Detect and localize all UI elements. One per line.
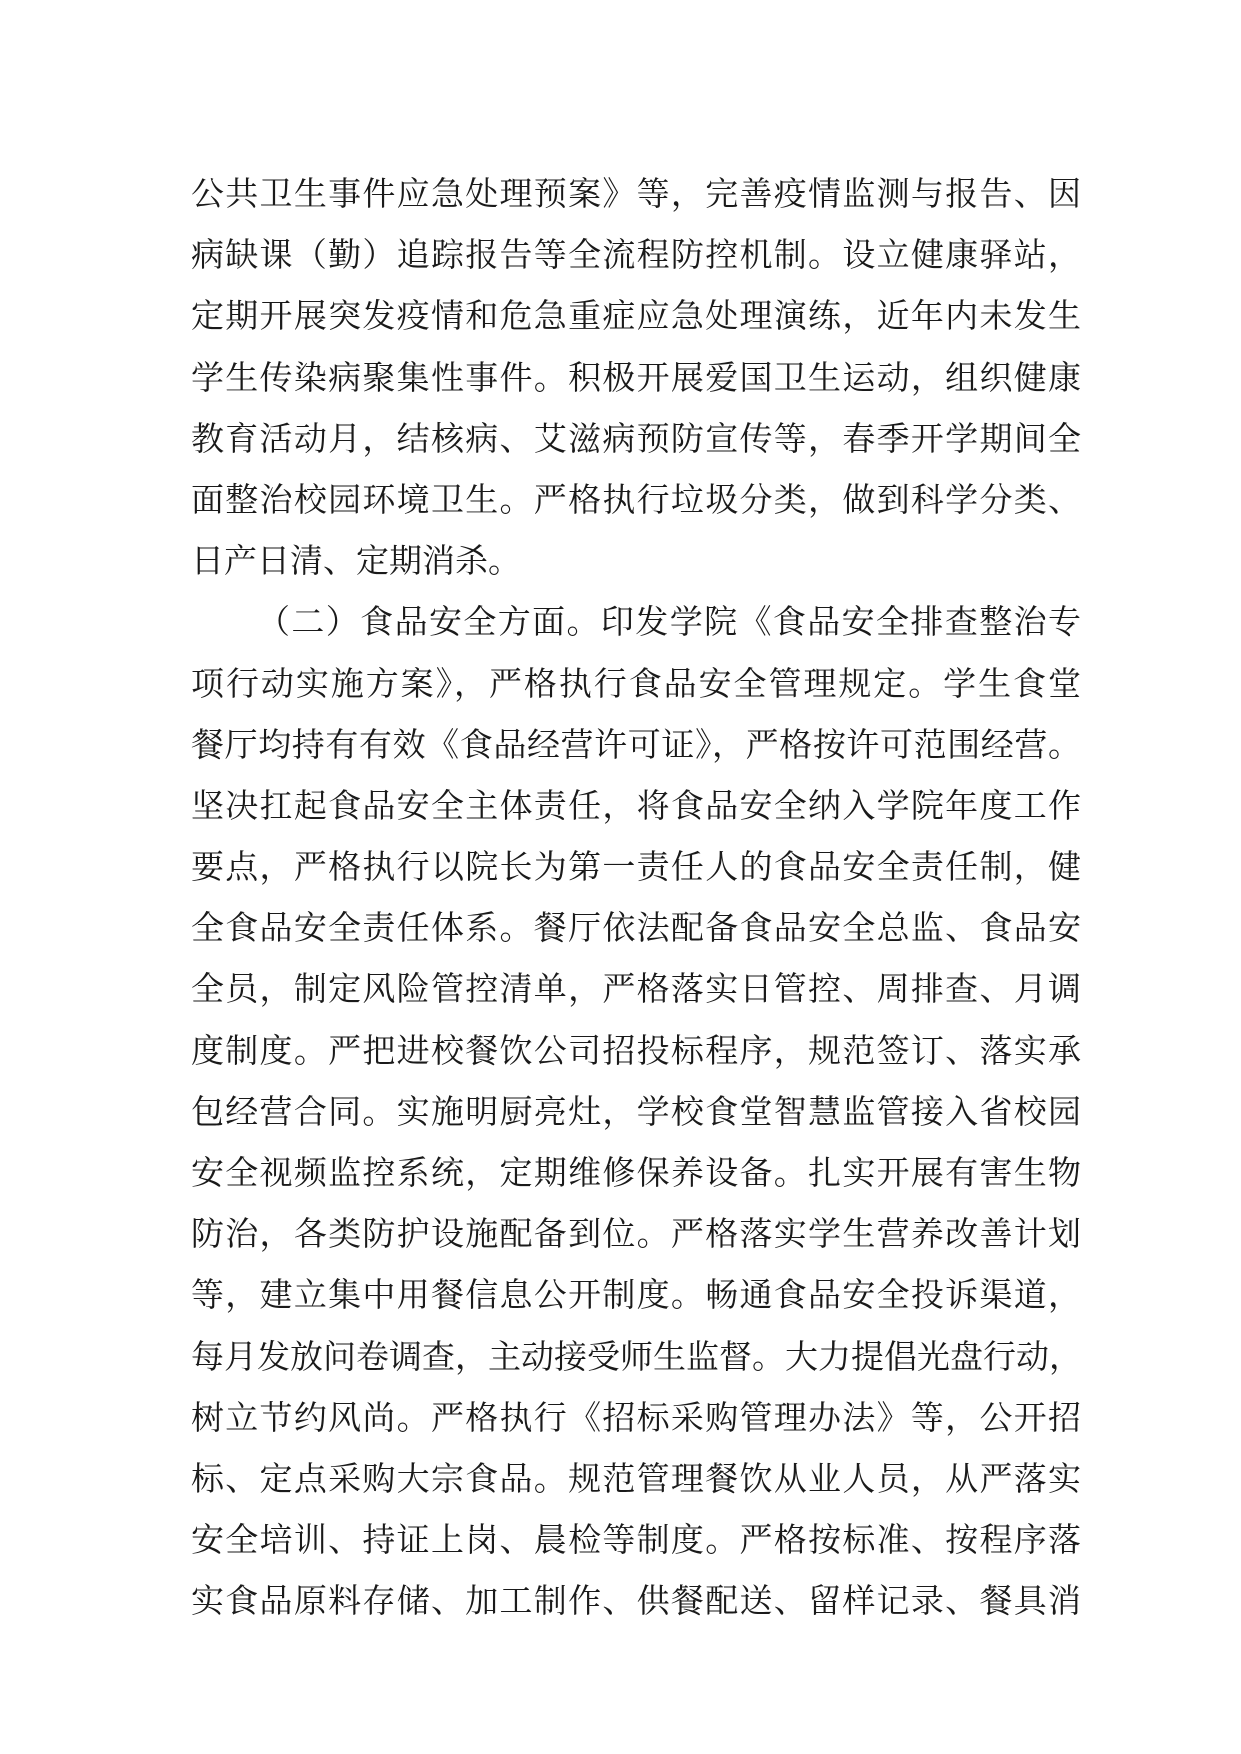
text-line: 坚决扛起食品安全主体责任，将食品安全纳入学院年度工作 <box>191 785 1081 825</box>
text-line: 每月发放问卷调查，主动接受师生监督。大力提倡光盘行动， <box>191 1336 1082 1376</box>
text-line: 树立节约风尚。严格执行《招标采购管理办法》等，公开招 <box>191 1397 1081 1437</box>
text-line: 防治，各类防护设施配备到位。严格落实学生营养改善计划 <box>191 1214 1081 1254</box>
text-line: 全员，制定风险管控清单，严格落实日管控、周排查、月调 <box>191 969 1081 1009</box>
text-line: 项行动实施方案》，严格执行食品安全管理规定。学生食堂 <box>191 663 1081 703</box>
text-line: 学生传染病聚集性事件。积极开展爱国卫生运动，组织健康 <box>191 357 1081 397</box>
text-line: 要点，严格执行以院长为第一责任人的食品安全责任制，健 <box>191 847 1081 887</box>
text-line: 全食品安全责任体系。餐厅依法配备食品安全总监、食品安 <box>191 908 1081 948</box>
text-line: 等，建立集中用餐信息公开制度。畅通食品安全投诉渠道， <box>191 1275 1081 1315</box>
section-heading-line: （二）食品安全方面。印发学院《食品安全排查整治专 <box>257 602 1081 642</box>
text-line: 教育活动月，结核病、艾滋病预防宣传等，春季开学期间全 <box>191 418 1081 458</box>
text-line: 病缺课（勤）追踪报告等全流程防控机制。设立健康驿站， <box>191 235 1081 275</box>
text-line: 实食品原料存储、加工制作、供餐配送、留样记录、餐具消 <box>191 1581 1081 1621</box>
text-line: 公共卫生事件应急处理预案》等，完善疫情监测与报告、因 <box>191 174 1081 213</box>
text-line: 安全视频监控系统，定期维修保养设备。扎实开展有害生物 <box>191 1153 1081 1192</box>
text-line: 定期开展突发疫情和危急重症应急处理演练，近年内未发生 <box>191 296 1081 336</box>
text-line: 安全培训、持证上岗、晨检等制度。严格按标准、按程序落 <box>191 1520 1081 1560</box>
text-line: 日产日清、定期消杀。 <box>191 541 521 581</box>
text-line: 包经营合同。实施明厨亮灶，学校食堂智慧监管接入省校园 <box>191 1091 1081 1131</box>
text-line: 度制度。严把进校餐饮公司招投标程序，规范签订、落实承 <box>191 1030 1081 1070</box>
text-line: 面整治校园环境卫生。严格执行垃圾分类，做到科学分类、 <box>191 479 1081 519</box>
text-line: 餐厅均持有有效《食品经营许可证》，严格按许可范围经营。 <box>191 724 1081 764</box>
body-text <box>191 163 1081 1632</box>
text-line: 标、定点采购大宗食品。规范管理餐饮从业人员，从严落实 <box>191 1458 1081 1498</box>
